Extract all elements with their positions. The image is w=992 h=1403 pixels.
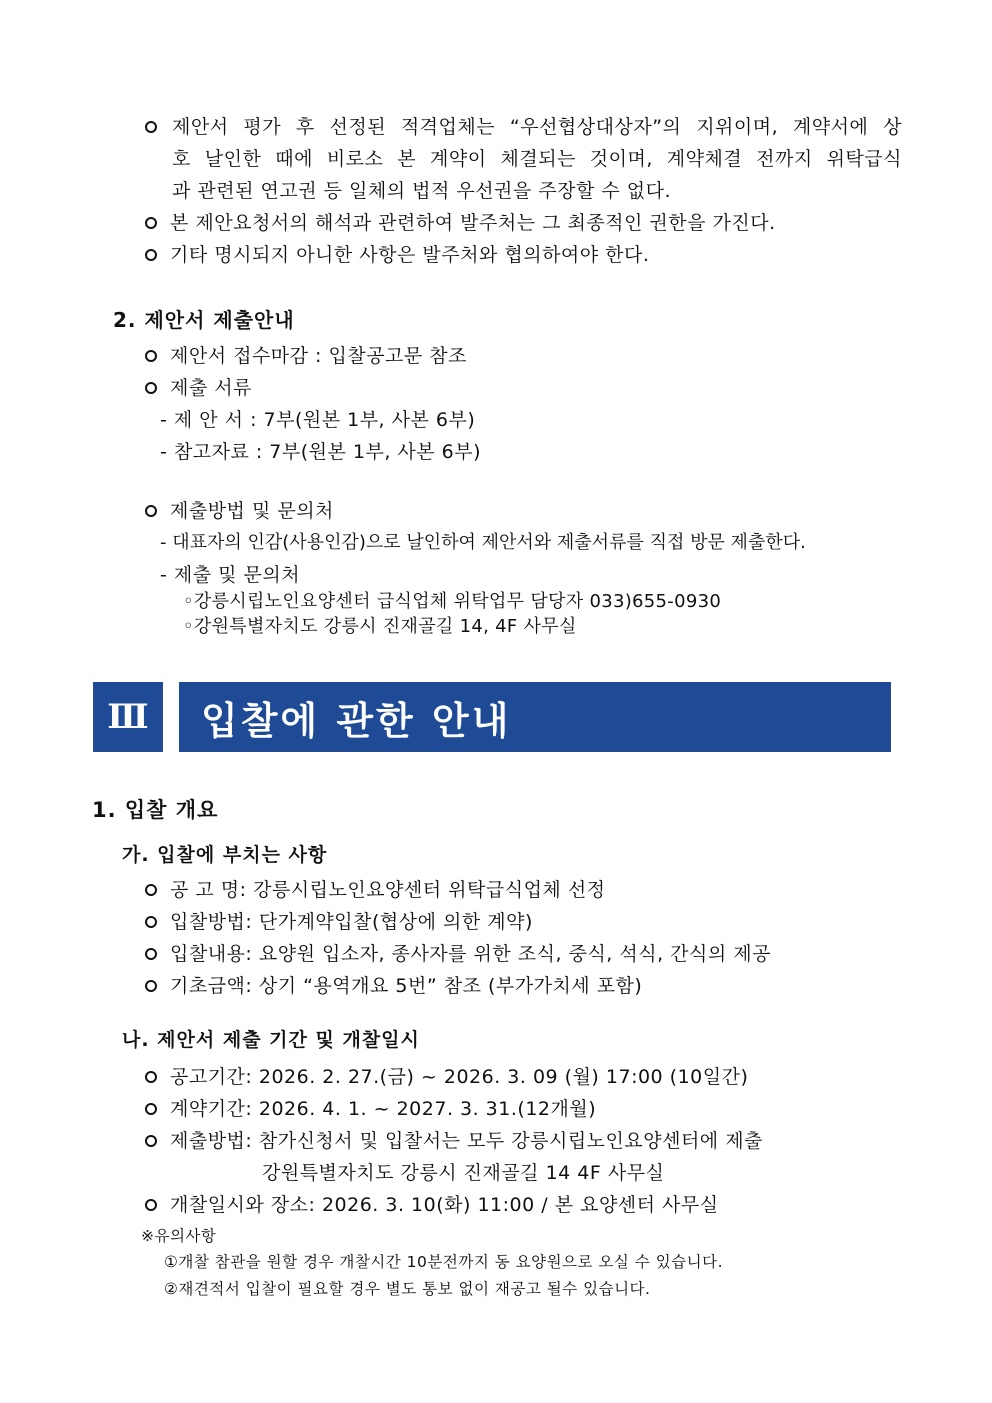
submission-document-2: - 참고자료 : 7부(원본 1부, 사본 6부): [160, 441, 482, 463]
bid-overview-heading: 1. 입찰 개요: [92, 798, 219, 822]
submission-documents-label: 제출 서류: [170, 377, 252, 399]
bullet-icon: [145, 980, 157, 992]
note-2: ②재견적서 입찰이 필요할 경우 별도 통보 없이 재공고 될수 있습니다.: [164, 1280, 651, 1298]
bid-item-4: 기초금액: 상기 “용역개요 5번” 참조 (부가가치세 포함): [170, 975, 643, 997]
bullet-icon: [145, 1135, 157, 1147]
bullet-icon: [145, 1071, 157, 1083]
bullet-icon: [145, 948, 157, 960]
general-item-2: 본 제안요청서의 해석과 관련하여 발주처는 그 최종적인 권한을 가진다.: [170, 212, 776, 234]
general-item-1-line-3: 과 관련된 연고권 등 일체의 법적 우선권을 주장할 수 없다.: [172, 180, 672, 202]
bullet-icon: [145, 1103, 157, 1115]
section-title: [179, 682, 891, 752]
submission-method-label: 제출방법 및 문의처: [170, 500, 334, 522]
submission-deadline: 제안서 접수마감 : 입찰공고문 참조: [170, 345, 468, 367]
submission-method-1: - 대표자의 인감(사용인감)으로 날인하여 제안서와 제출서류를 직접 방문 제출한다.: [160, 532, 806, 553]
bid-item-1: 공 고 명: 강릉시립노인요양센터 위탁급식업체 선정: [170, 879, 606, 901]
schedule-item-3-continued: 강원특별자치도 강릉시 진재골길 14 4F 사무실: [262, 1162, 665, 1184]
schedule-item-3: 제출방법: 참가신청서 및 입찰서는 모두 강릉시립노인요양센터에 제출: [170, 1130, 763, 1152]
section-heading: 2. 제안서 제출안내: [113, 308, 295, 332]
bullet-icon: [145, 382, 157, 394]
note-label: ※유의사항: [141, 1227, 217, 1245]
subsection-b-heading: 나. 제안서 제출 기간 및 개찰일시: [122, 1029, 420, 1051]
submission-contact-1: ◦강릉시립노인요양센터 급식업체 위탁업무 담당자 033)655-0930: [183, 591, 722, 612]
note-1: ①개찰 참관을 원할 경우 개찰시간 10분전까지 동 요양원으로 오실 수 있습니다.: [164, 1253, 724, 1271]
bullet-icon: [145, 350, 157, 362]
submission-method-2: - 제출 및 문의처: [160, 564, 301, 586]
schedule-item-2: 계약기간: 2026. 4. 1. ~ 2027. 3. 31.(12개월): [170, 1098, 597, 1120]
submission-contact-2: ◦강원특별자치도 강릉시 진재골길 14, 4F 사무실: [183, 616, 577, 637]
bullet-icon: [145, 249, 157, 261]
section-number-badge: Ⅲ: [93, 682, 163, 752]
bullet-icon: [145, 1199, 157, 1211]
bullet-icon: [145, 916, 157, 928]
bid-item-3: 입찰내용: 요양원 입소자, 종사자를 위한 조식, 중식, 석식, 간식의 제공: [170, 943, 771, 965]
general-item-3: 기타 명시되지 아니한 사항은 발주처와 협의하여야 한다.: [170, 244, 650, 266]
bullet-icon: [145, 505, 157, 517]
bid-item-2: 입찰방법: 단가계약입찰(협상에 의한 계약): [170, 911, 533, 933]
bullet-icon: [145, 217, 157, 229]
schedule-item-1: 공고기간: 2026. 2. 27.(금) ~ 2026. 3. 09 (월) 17:00 (10일간): [170, 1066, 749, 1088]
submission-document-1: - 제 안 서 : 7부(원본 1부, 사본 6부): [160, 409, 476, 431]
subsection-a-heading: 가. 입찰에 부치는 사항: [122, 844, 328, 866]
section-title-text: 입찰에 관한 안내: [201, 698, 512, 743]
bullet-icon: [145, 884, 157, 896]
general-item-1-line-1: 제안서 평가 후 선정된 적격업체는 “우선협상대상자”의 지위이며, 계약서에 상: [172, 116, 902, 138]
bullet-icon: [145, 121, 157, 133]
general-item-1-line-2: 호 날인한 때에 비로소 본 계약이 체결되는 것이며, 계약체결 전까지 위탁급식: [172, 148, 902, 170]
schedule-item-4: 개찰일시와 장소: 2026. 3. 10(화) 11:00 / 본 요양센터 사무실: [170, 1194, 719, 1216]
